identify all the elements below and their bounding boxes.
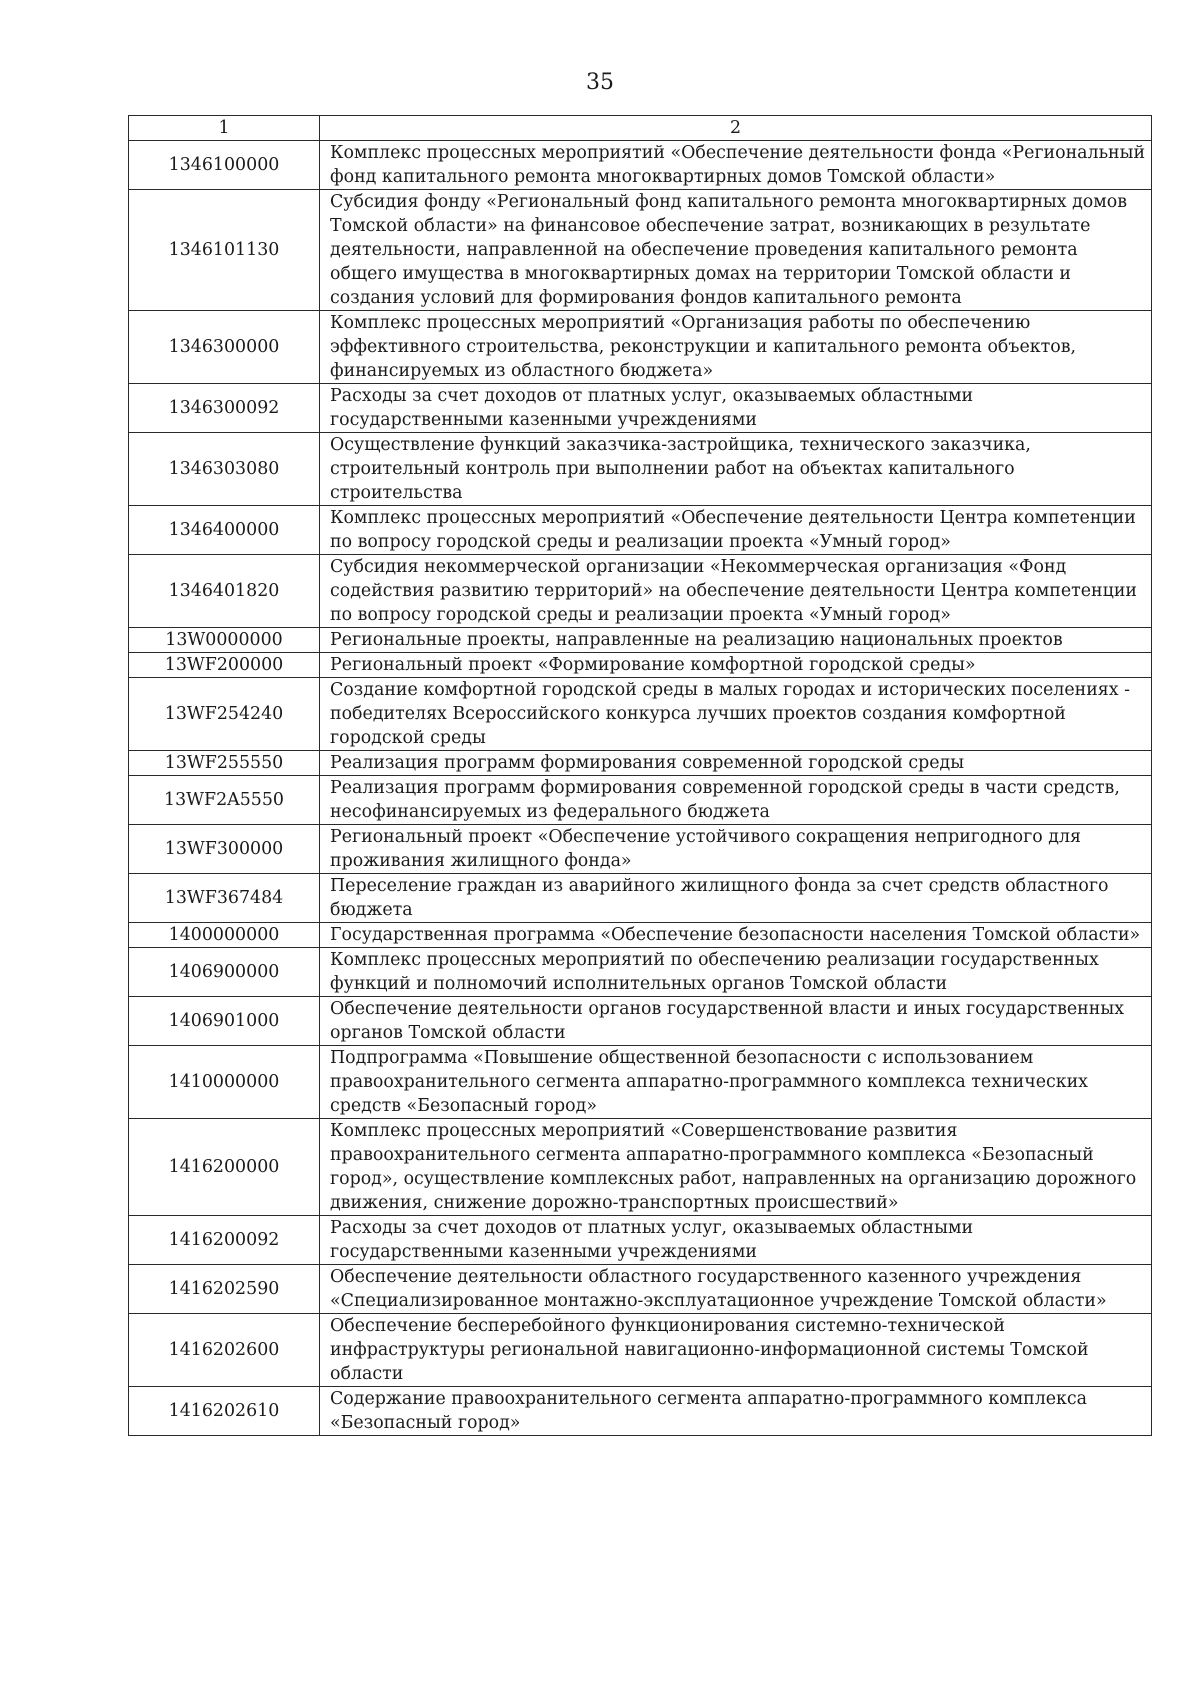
row-code: 1416202590 bbox=[129, 1265, 320, 1314]
row-code: 13WF367484 bbox=[129, 874, 320, 923]
row-description: Реализация программ формирования современной городской среды bbox=[320, 751, 1152, 776]
row-description: Обеспечение деятельности областного государственного казенного учреждения «Специализированное монтажно-эксплуатационное учреждение Томской области» bbox=[320, 1265, 1152, 1314]
row-code: 1416200092 bbox=[129, 1216, 320, 1265]
row-code: 1346401820 bbox=[129, 555, 320, 628]
row-description: Содержание правоохранительного сегмента аппаратно-программного комплекса «Безопасный город» bbox=[320, 1387, 1152, 1436]
table-row bbox=[129, 555, 1152, 628]
row-code: 13WF255550 bbox=[129, 751, 320, 776]
row-code: 13WF254240 bbox=[129, 678, 320, 751]
table-row bbox=[129, 751, 1152, 776]
row-description: Государственная программа «Обеспечение безопасности населения Томской области» bbox=[320, 923, 1152, 948]
table-row bbox=[129, 874, 1152, 923]
row-code: 1406900000 bbox=[129, 948, 320, 997]
table-row bbox=[129, 628, 1152, 653]
row-description: Реализация программ формирования современной городской среды в части средств, несофинансируемых из федерального бюджета bbox=[320, 776, 1152, 825]
row-code: 1346303080 bbox=[129, 433, 320, 506]
row-code: 1346300000 bbox=[129, 311, 320, 384]
row-description: Комплекс процессных мероприятий по обеспечению реализации государственных функций и полномочий исполнительных органов Томской области bbox=[320, 948, 1152, 997]
table-row bbox=[129, 1216, 1152, 1265]
table-row bbox=[129, 311, 1152, 384]
row-code: 13W0000000 bbox=[129, 628, 320, 653]
table-header-row bbox=[129, 116, 1152, 141]
row-description: Создание комфортной городской среды в малых городах и исторических поселениях - победителях Всероссийского конкурса лучших проектов создания комфортной городской среды bbox=[320, 678, 1152, 751]
row-code: 1346100000 bbox=[129, 141, 320, 190]
table-row bbox=[129, 678, 1152, 751]
table-row bbox=[129, 776, 1152, 825]
row-description: Обеспечение бесперебойного функционирования системно-технической инфраструктуры региональной навигационно-информационной системы Томской области bbox=[320, 1314, 1152, 1387]
table-row bbox=[129, 141, 1152, 190]
budget-codes-table bbox=[128, 115, 1152, 1436]
row-description: Обеспечение деятельности органов государственной власти и иных государственных органов Томской области bbox=[320, 997, 1152, 1046]
table-row bbox=[129, 825, 1152, 874]
table-row bbox=[129, 506, 1152, 555]
row-description: Расходы за счет доходов от платных услуг, оказываемых областными государственными казенными учреждениями bbox=[320, 1216, 1152, 1265]
table-row bbox=[129, 948, 1152, 997]
table-row bbox=[129, 384, 1152, 433]
row-description: Региональные проекты, направленные на реализацию национальных проектов bbox=[320, 628, 1152, 653]
row-description: Региональный проект «Обеспечение устойчивого сокращения непригодного для проживания жилищного фонда» bbox=[320, 825, 1152, 874]
table-row bbox=[129, 190, 1152, 311]
row-description: Комплекс процессных мероприятий «Организация работы по обеспечению эффективного строительства, реконструкции и капитального ремонта объектов, финансируемых из областного бюджета» bbox=[320, 311, 1152, 384]
table-row bbox=[129, 1119, 1152, 1216]
row-description: Подпрограмма «Повышение общественной безопасности с использованием правоохранительного сегмента аппаратно-программного комплекса технических средств «Безопасный город» bbox=[320, 1046, 1152, 1119]
row-description: Субсидия некоммерческой организации «Некоммерческая организация «Фонд содействия развитию территорий» на обеспечение деятельности Центра компетенции по вопросу городской среды и реализации проекта «Умный город» bbox=[320, 555, 1152, 628]
table-row bbox=[129, 1265, 1152, 1314]
row-code: 1346101130 bbox=[129, 190, 320, 311]
row-code: 13WF2A5550 bbox=[129, 776, 320, 825]
row-code: 1416202600 bbox=[129, 1314, 320, 1387]
row-code: 13WF300000 bbox=[129, 825, 320, 874]
row-description: Комплекс процессных мероприятий «Обеспечение деятельности Центра компетенции по вопросу городской среды и реализации проекта «Умный город» bbox=[320, 506, 1152, 555]
table-row bbox=[129, 997, 1152, 1046]
row-description: Субсидия фонду «Региональный фонд капитального ремонта многоквартирных домов Томской области» на финансовое обеспечение затрат, возникающих в результате деятельности, направленной на обеспечение проведения капитального ремонта общего имущества в многоквартирных домах на территории Томской области и создания условий для формирования фондов капитального ремонта bbox=[320, 190, 1152, 311]
table-row bbox=[129, 1314, 1152, 1387]
row-code: 13WF200000 bbox=[129, 653, 320, 678]
row-description: Переселение граждан из аварийного жилищного фонда за счет средств областного бюджета bbox=[320, 874, 1152, 923]
row-code: 1410000000 bbox=[129, 1046, 320, 1119]
table-row bbox=[129, 923, 1152, 948]
column-header-description: 2 bbox=[320, 116, 1152, 141]
table-row bbox=[129, 433, 1152, 506]
row-code: 1406901000 bbox=[129, 997, 320, 1046]
row-code: 1416200000 bbox=[129, 1119, 320, 1216]
table-row bbox=[129, 1387, 1152, 1436]
row-description: Комплекс процессных мероприятий «Совершенствование развития правоохранительного сегмента аппаратно-программного комплекса «Безопасный город», осуществление комплексных работ, направленных на организацию дорожного движения, снижение дорожно-транспортных происшествий» bbox=[320, 1119, 1152, 1216]
row-code: 1346400000 bbox=[129, 506, 320, 555]
row-code: 1346300092 bbox=[129, 384, 320, 433]
row-description: Осуществление функций заказчика-застройщика, технического заказчика, строительный контроль при выполнении работ на объектах капитального строительства bbox=[320, 433, 1152, 506]
row-description: Расходы за счет доходов от платных услуг, оказываемых областными государственными казенными учреждениями bbox=[320, 384, 1152, 433]
row-code: 1400000000 bbox=[129, 923, 320, 948]
page-number: 35 bbox=[586, 70, 614, 95]
row-code: 1416202610 bbox=[129, 1387, 320, 1436]
column-header-code: 1 bbox=[129, 116, 320, 141]
row-description: Региональный проект «Формирование комфортной городской среды» bbox=[320, 653, 1152, 678]
table-row bbox=[129, 1046, 1152, 1119]
row-description: Комплекс процессных мероприятий «Обеспечение деятельности фонда «Региональный фонд капитального ремонта многоквартирных домов Томской области» bbox=[320, 141, 1152, 190]
table-row bbox=[129, 653, 1152, 678]
